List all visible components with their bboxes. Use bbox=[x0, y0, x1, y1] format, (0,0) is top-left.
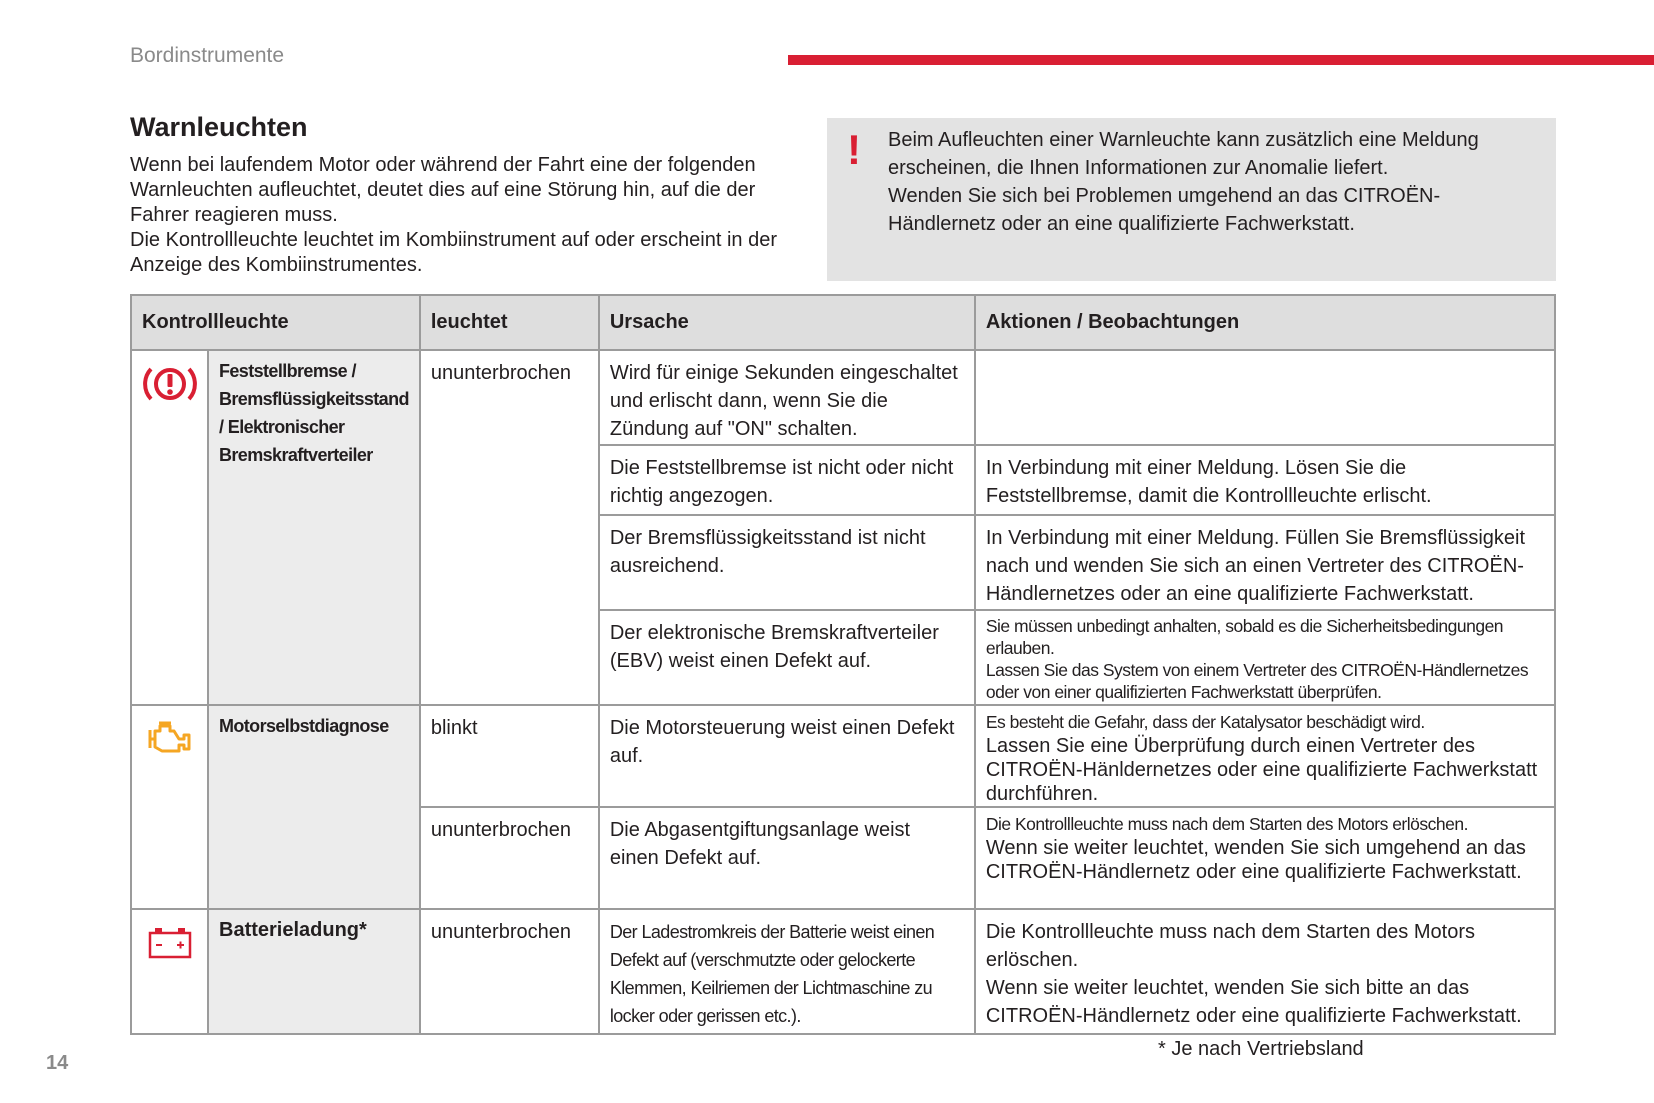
action-cell bbox=[975, 705, 1555, 807]
action-cell bbox=[975, 515, 1555, 610]
brake-warning-icon bbox=[143, 363, 197, 405]
header-leuchtet: leuchtet bbox=[420, 295, 599, 350]
light-name: Motorselbstdiagnose bbox=[219, 716, 389, 736]
table-row bbox=[131, 909, 1555, 1034]
intro-paragraph-2: Die Kontrollleuchte leuchtet im Kombiinstrument auf oder erscheint in der Anzeige des Kombiinstrumentes. bbox=[130, 229, 777, 276]
cause-text: Die Feststellbremse ist nicht oder nicht richtig angezogen. bbox=[609, 457, 954, 507]
action-text bbox=[976, 910, 1554, 1030]
cause-cell bbox=[599, 350, 975, 445]
light-name-cell bbox=[208, 350, 420, 705]
page-title: Warnleuchten bbox=[130, 112, 308, 142]
lit-value: ununterbrochen bbox=[430, 819, 571, 841]
header-aktionen: Aktionen / Beobachtungen bbox=[975, 295, 1555, 350]
intro-paragraph-1: Wenn bei laufendem Motor oder während der Fahrt eine der folgenden Warnleuchten aufleuchtet, deutet dies auf eine Störung hin, auf die der Fahrer reagieren muss. bbox=[130, 154, 756, 226]
header-accent-bar bbox=[788, 55, 1654, 65]
header-ursache: Ursache bbox=[599, 295, 975, 350]
action-cell bbox=[975, 350, 1555, 445]
cause-text: Wird für einige Sekunden eingeschaltet und erlischt dann, wenn Sie die Zündung auf "ON" schalten. bbox=[609, 362, 958, 440]
action-text bbox=[976, 611, 1554, 703]
lit-value: ununterbrochen bbox=[430, 921, 571, 943]
cause-cell bbox=[599, 807, 975, 909]
engine-check-icon bbox=[146, 718, 194, 758]
lit-value: blinkt bbox=[430, 717, 478, 739]
action-line-2: Wenn sie weiter leuchtet, wenden Sie sich bitte an das CITROËN-Händlernetz oder eine qualifizierte Fachwerkstatt. bbox=[985, 977, 1522, 1027]
header-kontrollleuchte: Kontrollleuchte bbox=[131, 295, 420, 350]
note-text bbox=[888, 126, 1538, 238]
lit-cell bbox=[420, 350, 599, 705]
cause-text: Der elektronische Bremskraftverteiler (EBV) weist einen Defekt auf. bbox=[609, 622, 939, 672]
light-name: Feststellbremse / Bremsflüssigkeitsstand / Elektronischer Bremskraftverteiler bbox=[219, 361, 409, 465]
light-name-cell bbox=[208, 705, 420, 909]
icon-cell bbox=[131, 909, 208, 1034]
light-name-cell bbox=[208, 909, 420, 1034]
note-box bbox=[827, 118, 1556, 281]
table-row bbox=[131, 350, 1555, 445]
cause-cell bbox=[599, 445, 975, 515]
cause-cell bbox=[599, 705, 975, 807]
action-text: In Verbindung mit einer Meldung. Füllen Sie Bremsflüssigkeit nach und wenden Sie sich an einen Vertreter des CITROËN-Händlernetzes oder an eine qualifizierte Fachwerkstatt. bbox=[985, 527, 1526, 605]
icon-cell bbox=[131, 705, 208, 909]
action-line-1: Die Kontrollleuchte muss nach dem Starten des Motors erlöschen. bbox=[985, 814, 1468, 834]
note-line-2: Wenden Sie sich bei Problemen umgehend an das CITROËN-Händlernetz oder an eine qualifizierte Fachwerkstatt. bbox=[888, 185, 1441, 235]
cause-text: Die Motorsteuerung weist einen Defekt auf. bbox=[609, 717, 955, 767]
page-number: 14 bbox=[46, 1052, 69, 1074]
cause-cell bbox=[599, 515, 975, 610]
action-line-1: Es besteht die Gefahr, dass der Katalysator beschädigt wird. bbox=[985, 712, 1425, 732]
action-line-2: Wenn sie weiter leuchtet, wenden Sie sich umgehend an das CITROËN-Händlernetz oder eine qualifizierte Fachwerkstatt. bbox=[985, 837, 1526, 883]
icon-cell bbox=[131, 350, 208, 705]
action-line-2: Lassen Sie eine Überprüfung durch einen Vertreter des CITROËN-Hänldernetzes oder eine qualifizierte Fachwerkstatt durchführen. bbox=[985, 735, 1538, 805]
lit-cell bbox=[420, 909, 599, 1034]
table-row bbox=[131, 705, 1555, 807]
note-line-1: Beim Aufleuchten einer Warnleuchte kann zusätzlich eine Meldung erscheinen, die Ihnen Informationen zur Anomalie liefert. bbox=[888, 129, 1479, 179]
action-cell bbox=[975, 909, 1555, 1034]
cause-text: Der Bremsflüssigkeitsstand ist nicht ausreichend. bbox=[609, 527, 926, 577]
cause-text: Die Abgasentgiftungsanlage weist einen Defekt auf. bbox=[609, 819, 911, 869]
cause-cell bbox=[599, 610, 975, 705]
section-header: Bordinstrumente bbox=[130, 44, 285, 67]
action-cell bbox=[975, 445, 1555, 515]
exclamation-icon: ! bbox=[847, 126, 861, 173]
intro-text bbox=[130, 153, 810, 278]
light-name: Batterieladung* bbox=[219, 919, 367, 941]
action-cell bbox=[975, 610, 1555, 705]
table-header-row bbox=[131, 295, 1555, 350]
action-text bbox=[976, 351, 1554, 359]
action-cell bbox=[975, 807, 1555, 909]
lit-cell bbox=[420, 705, 599, 807]
footnote: * Je nach Vertriebsland bbox=[1158, 1038, 1364, 1060]
action-line-1: Die Kontrollleuchte muss nach dem Starten des Motors erlöschen. bbox=[985, 921, 1475, 971]
action-text: In Verbindung mit einer Meldung. Lösen Sie die Feststellbremse, damit die Kontrollleuchte erlischt. bbox=[985, 457, 1432, 507]
action-text bbox=[976, 808, 1554, 884]
cause-text: Der Ladestromkreis der Batterie weist einen Defekt auf (verschmutzte oder gelockerte Klemmen, Keilriemen der Lichtmaschine zu locker oder gerissen etc.). bbox=[609, 922, 935, 1026]
lit-cell bbox=[420, 807, 599, 909]
cause-cell bbox=[599, 909, 975, 1034]
lit-value: ununterbrochen bbox=[430, 362, 571, 384]
action-line-2: Lassen Sie das System von einem Vertreter des CITROËN-Händlernetzes oder von einer qualifizierten Fachwerkstatt überprüfen. bbox=[985, 660, 1529, 702]
warning-lights-table bbox=[130, 294, 1556, 1035]
action-line-1: Sie müssen unbedingt anhalten, sobald es die Sicherheitsbedingungen erlauben. bbox=[985, 616, 1504, 658]
battery-icon bbox=[147, 926, 193, 960]
action-text bbox=[976, 706, 1554, 806]
